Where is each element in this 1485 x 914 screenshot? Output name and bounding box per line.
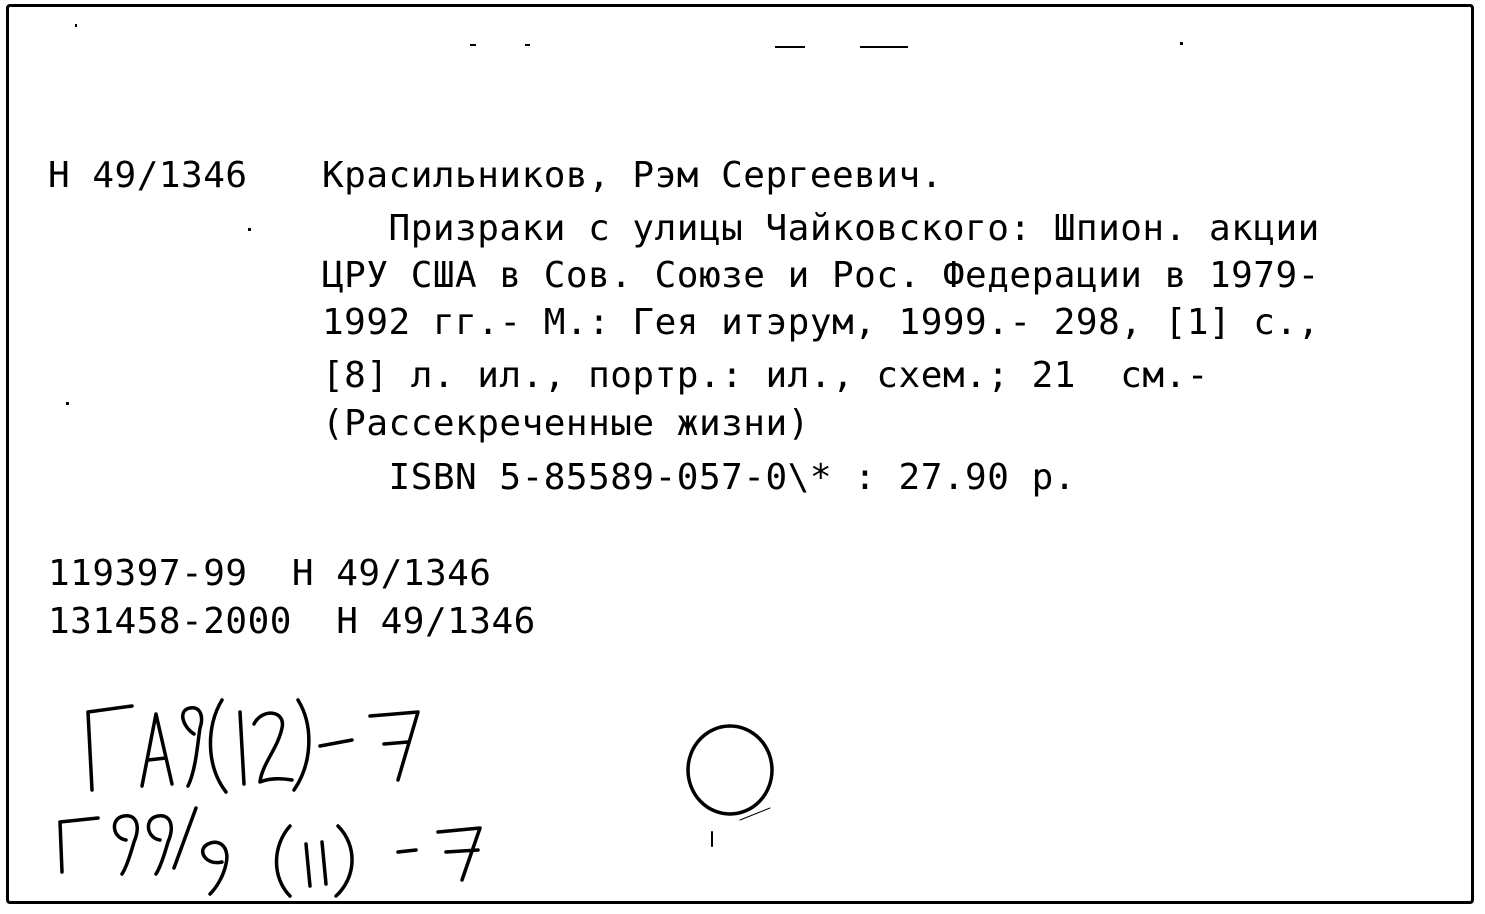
description-line: ЦРУ США в Сов. Союзе и Рос. Федерации в 1979- xyxy=(322,255,1320,296)
holding-record: 131458-2000 Н 49/1346 xyxy=(48,601,536,642)
handwritten-class-mark-2 xyxy=(60,808,480,896)
series-line: (Рассекреченные жизни) xyxy=(322,403,810,444)
holding-record: 119397-99 Н 49/1346 xyxy=(48,553,492,594)
shelfmark: Н 49/1346 xyxy=(48,155,248,196)
handwritten-class-mark-1 xyxy=(88,700,418,792)
description-line: 1992 гг.- М.: Гея итэрум, 1999.- 298, [1] с., xyxy=(322,302,1320,343)
isbn-price-line: ISBN 5-85589-057-0\* : 27.90 р. xyxy=(322,457,1076,498)
description-line: [8] л. ил., портр.: ил., схем.; 21 см.- xyxy=(322,355,1209,396)
description-line: Призраки с улицы Чайковского: Шпион. акции xyxy=(322,208,1320,249)
author-heading: Красильников, Рэм Сергеевич. xyxy=(322,155,943,196)
circle-stamp xyxy=(688,726,772,846)
